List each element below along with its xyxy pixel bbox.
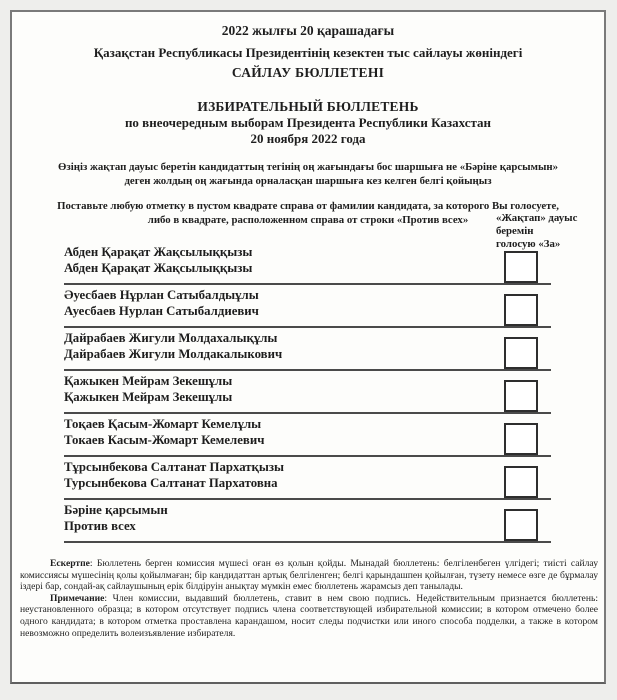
candidate-name-kk: Қажыкен Мейрам Зекешұлы: [64, 374, 233, 388]
against-all-ru: Против всех: [64, 519, 136, 533]
candidate-name-ru: Дайрабаев Жигули Молдакалыкович: [64, 347, 283, 361]
candidate-names: [64, 371, 232, 412]
note-ru-text: : Член комиссии, выдавший бюллетень, ставит в нем свою подпись. Недействительным признается бюллетень: неустановленного образца; в котором отсутствует подпись члена соответствующей избирательной комиссии; в котором отмечено более одного кандидата; в котором отметка проставлена карандашом, носит следы подчистки или иного способа подделки, а также в котором невозможно определить волеизъявление избирателя.: [20, 592, 598, 639]
candidate-name-kk: Абден Қарақат Жақсылыққызы: [64, 245, 253, 259]
candidate-names: [64, 414, 264, 455]
candidate-names: [64, 328, 282, 369]
vote-header-line-3: голосую «За»: [496, 238, 561, 250]
vote-checkbox[interactable]: [504, 337, 538, 369]
candidate-names: [64, 285, 259, 326]
kk-ballot-title: САЙЛАУ БЮЛЛЕТЕНІ: [231, 65, 385, 80]
candidate-name-ru: Токаев Касым-Жомарт Кемелевич: [64, 433, 265, 447]
vote-checkbox[interactable]: [504, 509, 538, 541]
candidate-row: [64, 414, 551, 457]
candidate-name-ru: Қажыкен Мейрам Зекешұлы: [64, 390, 233, 404]
note-ru-label: Примечание: [50, 592, 105, 604]
vote-header-line-1: «Жақтап» дауыс: [496, 212, 578, 224]
vote-checkbox[interactable]: [504, 294, 538, 326]
notes-section: [20, 558, 598, 639]
ru-ballot-title: ИЗБИРАТЕЛЬНЫЙ БЮЛЛЕТЕНЬ: [197, 99, 419, 114]
candidate-name-kk: Тоқаев Қасым-Жомарт Кемелұлы: [64, 417, 262, 431]
against-all-kk: Бәріне қарсымын: [64, 503, 168, 517]
candidate-row: [64, 457, 551, 500]
instruction-kk: Өзіңіз жақтап дауыс беретін кандидаттың тегінің оң жағындағы бос шаршыға не «Бәріне қарсымын» деген жолдың оң жағында орналасқан шаршыға кез келген белгі қойыңыз: [58, 161, 558, 187]
candidate-row: [64, 242, 551, 285]
note-kk-text: : Бюллетень берген комиссия мүшесі оған өз қолын қойды. Мынадай бюллетень: белгіленбеген үлгідегі; тиісті сайлау комиссиясы мүшесінің қолы қойылмаған; бір кандидаттан артық белгіленген; белгі қарындашпен қойылған, түзету немесе өзге де бұрмалау іздері бар, сондай-ақ сайлаушының ерік білдіруін анықтау мүмкін емес бюллетень жарамсыз деп танылады.: [20, 558, 598, 593]
candidate-name-ru: Абден Қарақат Жақсылыққызы: [64, 261, 253, 275]
note-kk-label: Ескертпе: [50, 558, 90, 569]
candidate-name-ru: Ауесбаев Нурлан Сатыбалдиевич: [64, 304, 259, 318]
instruction-ru: Поставьте любую отметку в пустом квадрате справа от фамилии кандидата, за которого Вы голосуете, либо в квадрате, расположенном справа от строки «Против всех»: [57, 200, 559, 226]
note-kk: [20, 558, 598, 593]
candidate-row: [64, 285, 551, 328]
candidate-name-kk: Тұрсынбекова Салтанат Пархатқызы: [64, 460, 285, 474]
kk-election-line: Қазақстан Республикасы Президентінің кезектен тыс сайлауы жөніндегі: [93, 45, 523, 60]
against-all-row: [64, 500, 551, 543]
ballot-header: [12, 12, 604, 147]
candidate-name-kk: Әуесбаев Нұрлан Сатыбалдыұлы: [64, 288, 259, 302]
vote-header-line-2: беремін: [496, 225, 534, 237]
candidate-names: [64, 457, 284, 498]
candidate-name-ru: Турсынбекова Салтанат Пархатовна: [64, 476, 278, 490]
candidate-row: [64, 328, 551, 371]
vote-checkbox[interactable]: [504, 466, 538, 498]
vote-checkbox[interactable]: [504, 380, 538, 412]
vote-checkbox[interactable]: [504, 251, 538, 283]
vote-checkbox[interactable]: [504, 423, 538, 455]
ru-date-line: 20 ноября 2022 года: [250, 131, 366, 146]
kk-date-line: 2022 жылғы 20 қарашадағы: [221, 23, 395, 38]
ru-election-line: по внеочередным выборам Президента Республики Казахстан: [124, 115, 492, 130]
candidate-row: [64, 371, 551, 414]
candidate-list: [64, 242, 551, 543]
candidate-name-kk: Дайрабаев Жигули Молдахалықұлы: [64, 331, 278, 345]
candidate-names: [64, 500, 168, 541]
candidate-names: [64, 242, 252, 283]
ballot-page: [10, 10, 606, 684]
note-ru: [20, 593, 598, 639]
